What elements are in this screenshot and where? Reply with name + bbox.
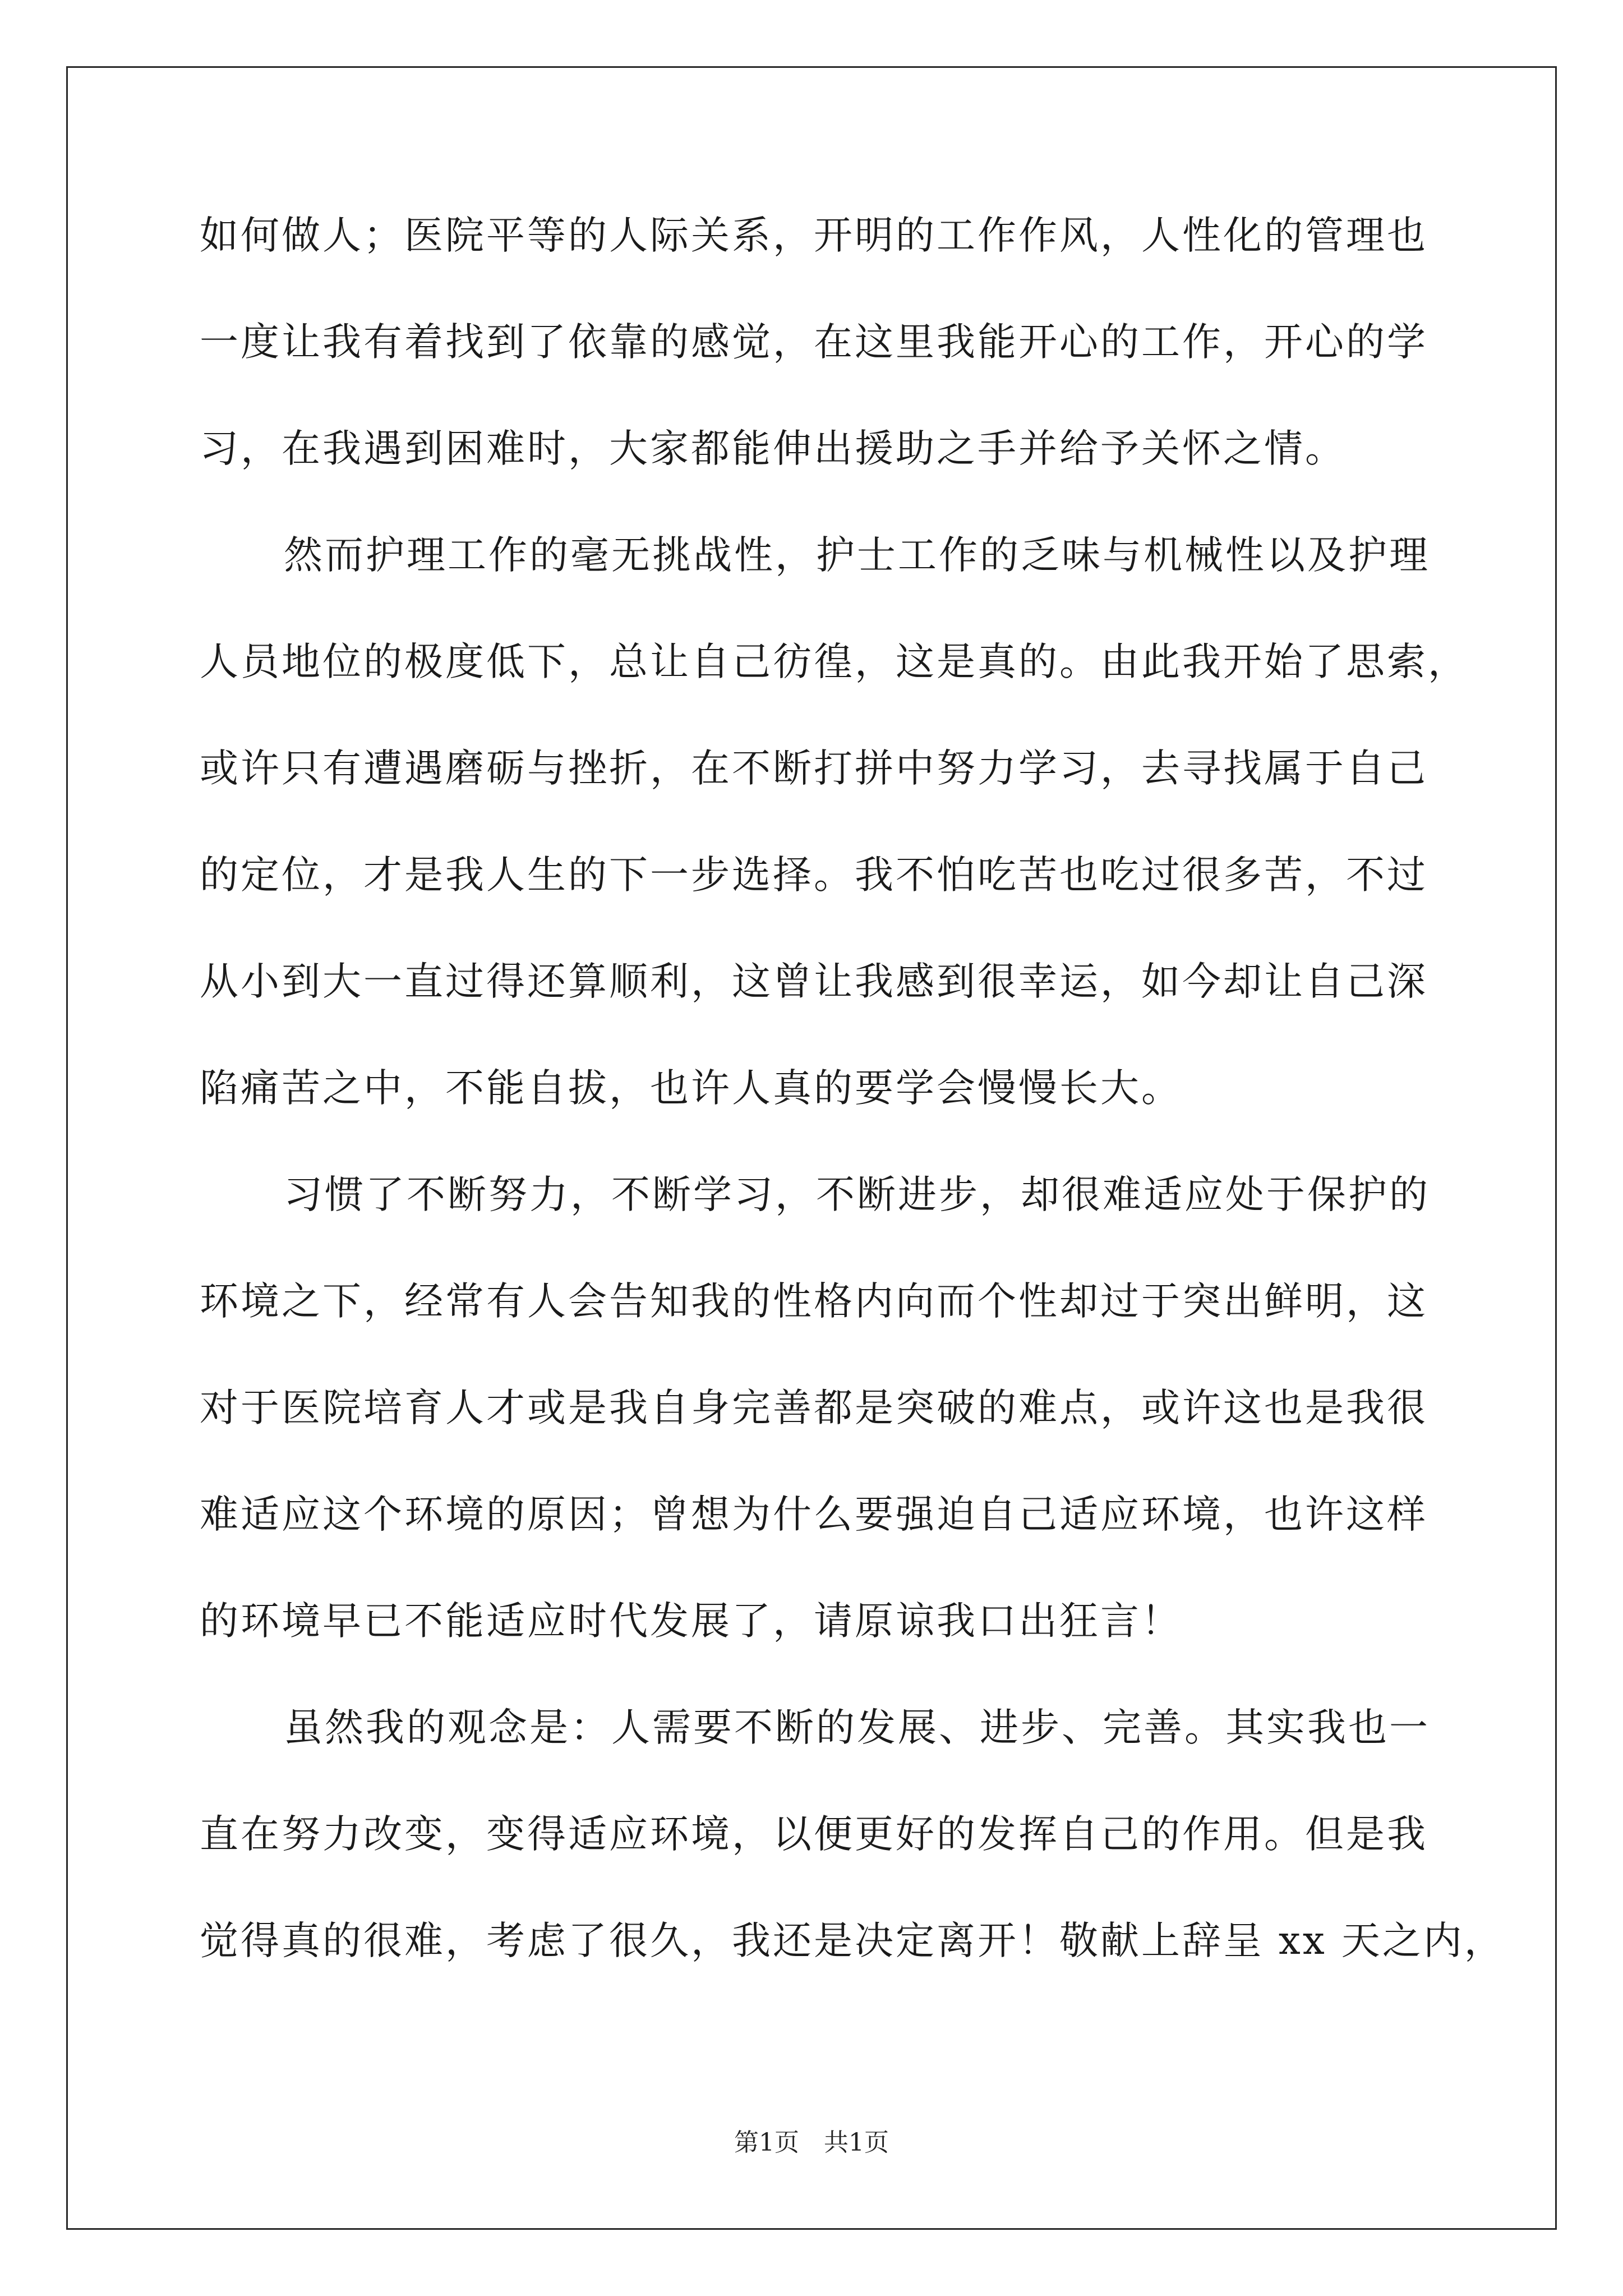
text-line: 觉得真的很难，考虑了很久，我还是决定离开！敬献上辞呈 xx 天之内， bbox=[200, 1918, 1505, 1963]
text-line: 陷痛苦之中，不能自拔，也许人真的要学会慢慢长大。 bbox=[200, 1066, 1182, 1111]
paragraph-start-line: 虽然我的观念是：人需要不断的发展、进步、完善。其实我也一 bbox=[284, 1705, 1430, 1750]
text-line: 环境之下，经常有人会告知我的性格内向而个性却过于突出鲜明，这 bbox=[200, 1279, 1428, 1324]
paragraph-start-line: 习惯了不断努力，不断学习，不断进步，却很难适应处于保护的 bbox=[284, 1172, 1430, 1217]
text-line: 对于医院培育人才或是我自身完善都是突破的难点，或许这也是我很 bbox=[200, 1386, 1428, 1430]
page-border bbox=[66, 66, 1557, 2230]
text-line: 或许只有遭遇磨砺与挫折，在不断打拼中努力学习，去寻找属于自己 bbox=[200, 746, 1428, 791]
text-line: 的定位，才是我人生的下一步选择。我不怕吃苦也吃过很多苦，不过 bbox=[200, 853, 1428, 898]
paragraph-start-line: 然而护理工作的毫无挑战性，护士工作的乏味与机械性以及护理 bbox=[284, 533, 1430, 578]
text-line: 人员地位的极度低下，总让自己彷徨，这是真的。由此我开始了思索， bbox=[200, 639, 1469, 684]
text-line: 直在努力改变，变得适应环境，以便更好的发挥自己的作用。但是我 bbox=[200, 1812, 1428, 1857]
text-line: 的环境早已不能适应时代发展了，请原谅我口出狂言！ bbox=[200, 1599, 1182, 1644]
text-line: 一度让我有着找到了依靠的感觉，在这里我能开心的工作，开心的学 bbox=[200, 320, 1428, 365]
text-line: 难适应这个环境的原因；曾想为什么要强迫自己适应环境，也许这样 bbox=[200, 1492, 1428, 1537]
text-line: 如何做人；医院平等的人际关系，开明的工作作风，人性化的管理也 bbox=[200, 213, 1428, 258]
page-number-footer: 第1页 共1页 bbox=[734, 2128, 889, 2157]
text-line: 习，在我遇到困难时，大家都能伸出援助之手并给予关怀之情。 bbox=[200, 426, 1346, 471]
text-line: 从小到大一直过得还算顺利，这曾让我感到很幸运，如今却让自己深 bbox=[200, 959, 1428, 1004]
